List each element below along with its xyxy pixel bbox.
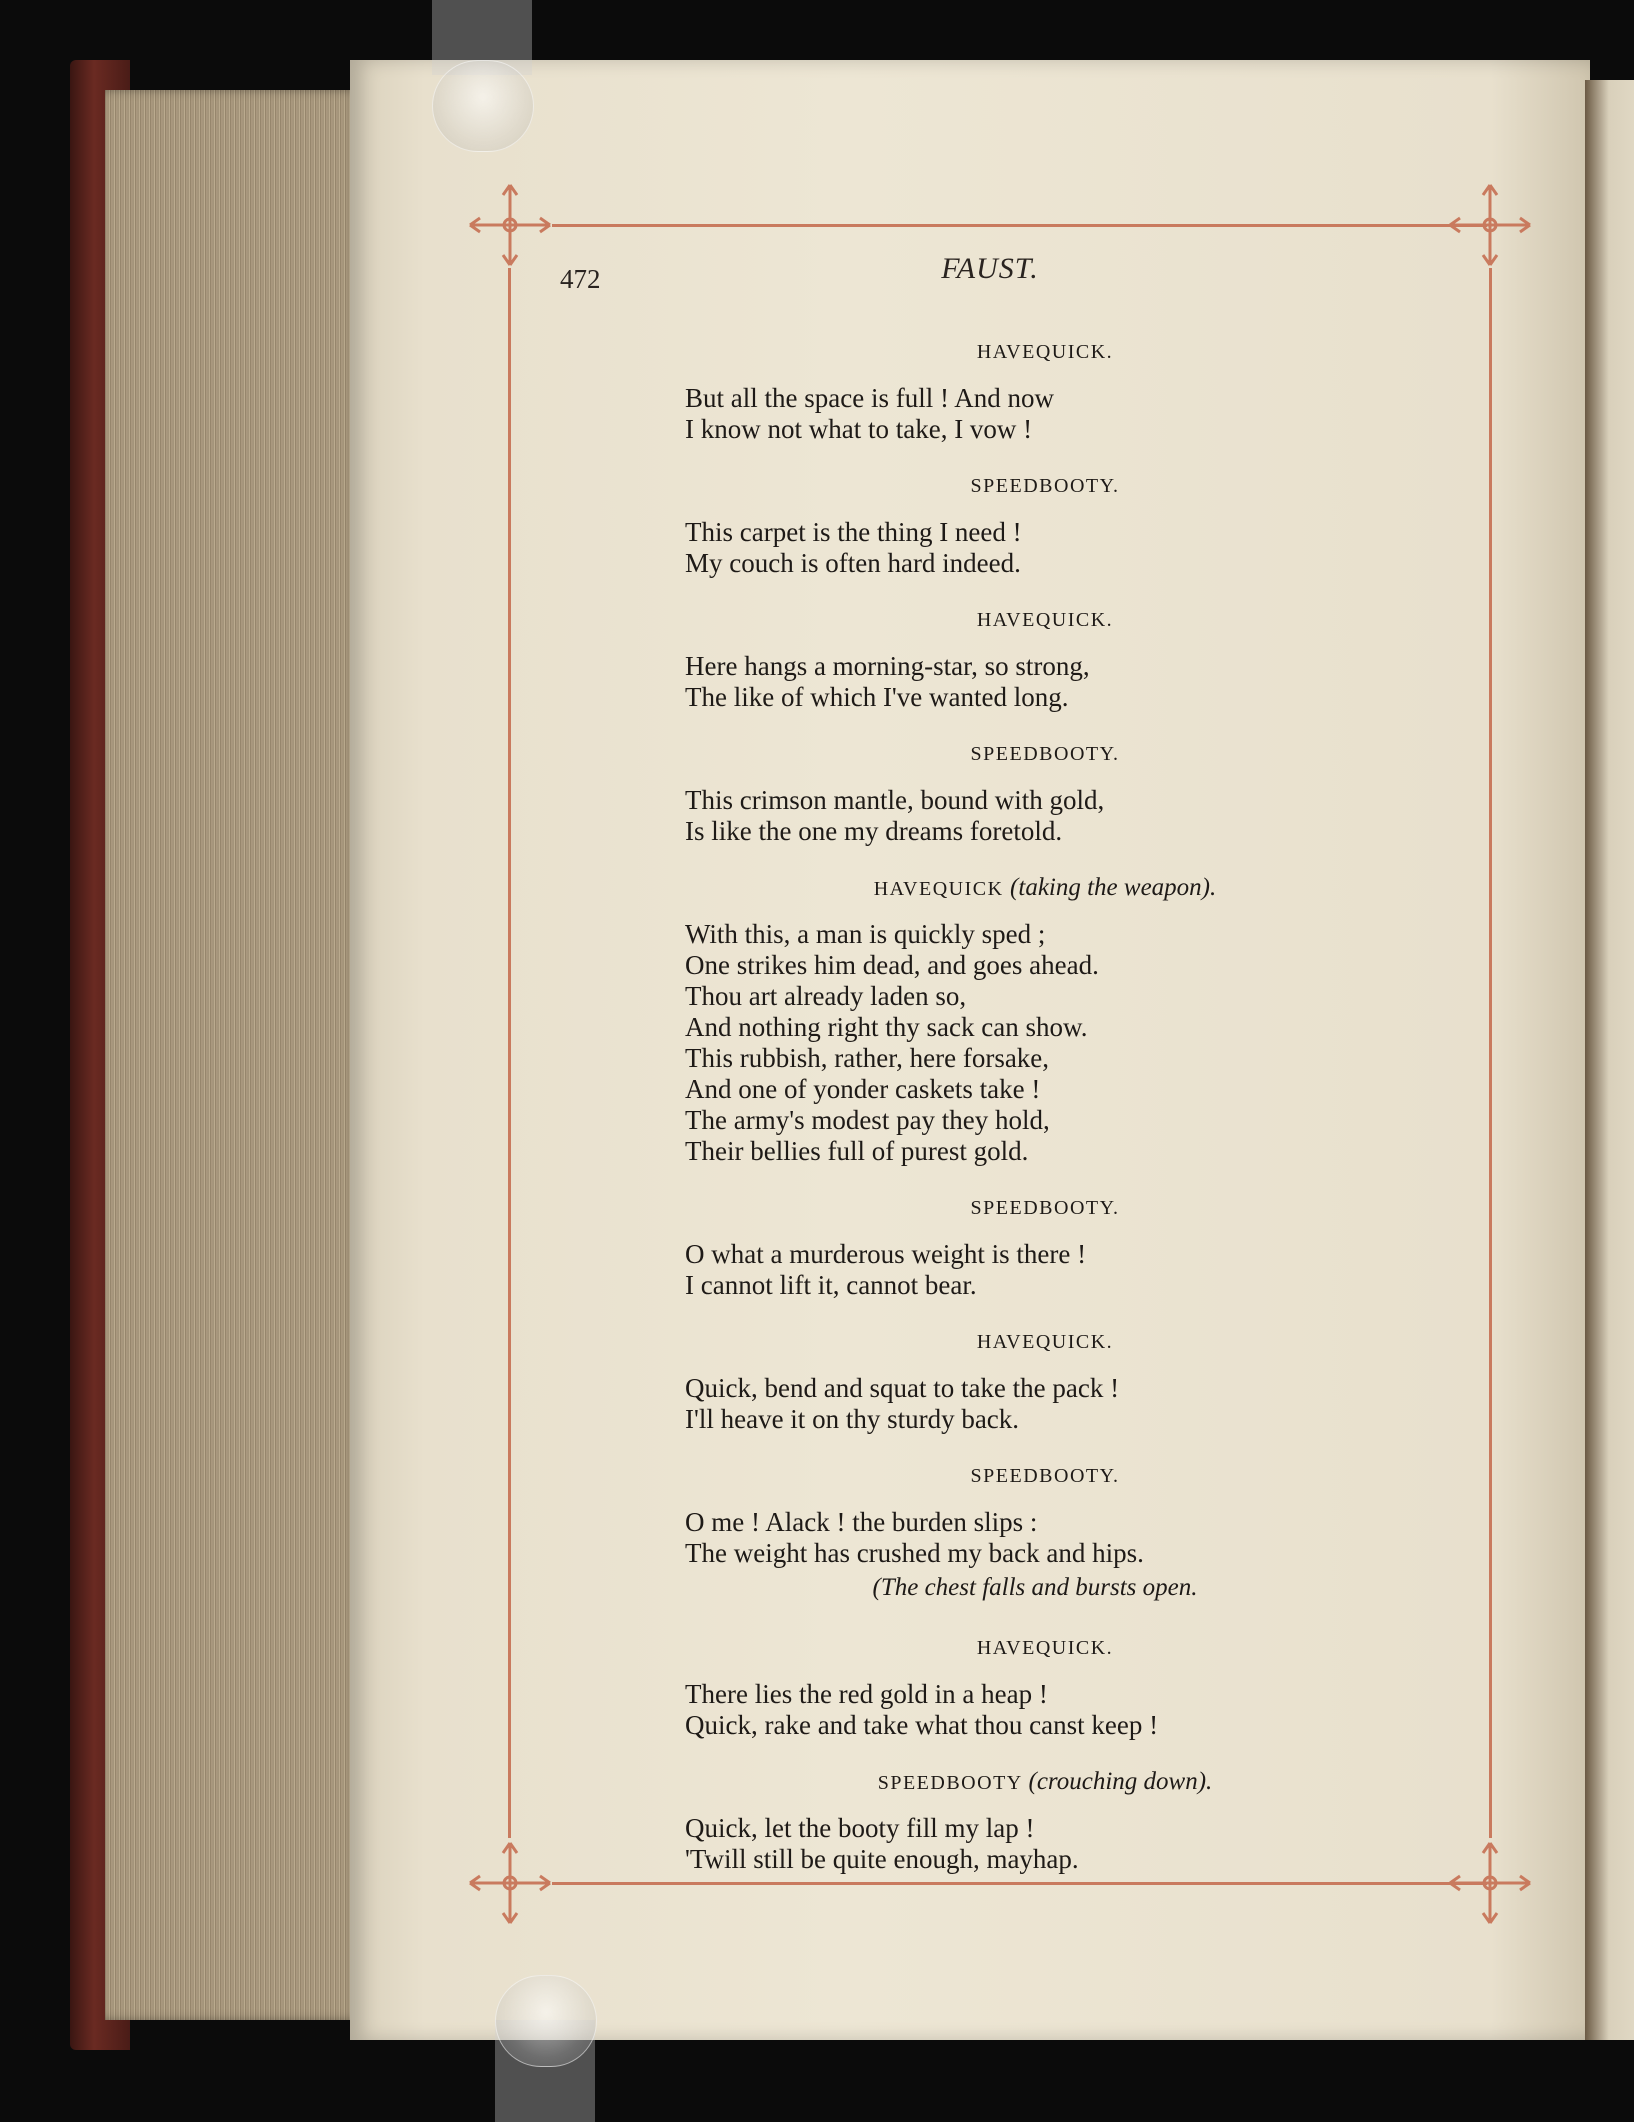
speaker-name: SPEEDBOOTY. — [970, 1197, 1120, 1219]
speaker-heading — [685, 603, 1345, 637]
speaker-name: HAVEQUICK. — [976, 1331, 1114, 1353]
stage-direction: (taking the weapon). — [1010, 874, 1217, 901]
heading-gap — [685, 1799, 1345, 1813]
page-edges — [105, 90, 360, 2020]
verse-line: 'Twill still be quite enough, mayhap. — [685, 1844, 1079, 1874]
verse-line: There lies the red gold in a heap ! — [685, 1679, 1048, 1709]
page-number: 472 — [560, 264, 601, 294]
verse-line: Quick, bend and squat to take the pack ! — [685, 1373, 1120, 1403]
speaker-name: SPEEDBOOTY. — [970, 1465, 1120, 1487]
heading-gap — [685, 771, 1345, 785]
corner-ornament-icon — [1445, 180, 1535, 270]
verse-line: But all the space is full ! And now — [685, 383, 1054, 413]
verse-line: I cannot lift it, cannot bear. — [685, 1270, 977, 1300]
speaker-name: HAVEQUICK. — [976, 1637, 1114, 1659]
stage-direction-line: (The chest falls and bursts open. — [872, 1574, 1198, 1601]
verse-line: Thou art already laden so, — [685, 981, 967, 1011]
speaker-heading — [685, 871, 1345, 905]
block-gap — [685, 1301, 1345, 1325]
heading-gap — [685, 369, 1345, 383]
speaker-name: SPEEDBOOTY — [877, 1772, 1022, 1794]
frame-top-rule — [552, 224, 1487, 227]
heading-gap — [685, 503, 1345, 517]
speaker-heading — [685, 737, 1345, 771]
verse-line: This rubbish, rather, here forsake, — [685, 1043, 1050, 1073]
block-gap — [685, 713, 1345, 737]
verse-line: Quick, rake and take what thou canst keep ! — [685, 1710, 1159, 1740]
heading-gap — [685, 905, 1345, 919]
speaker-name: HAVEQUICK. — [976, 609, 1114, 631]
corner-ornament-icon — [1445, 1838, 1535, 1928]
frame-bottom-rule — [552, 1882, 1487, 1885]
speaker-name: HAVEQUICK. — [976, 341, 1114, 363]
verse-line: The like of which I've wanted long. — [685, 682, 1069, 712]
verse-line: And nothing right thy sack can show. — [685, 1012, 1088, 1042]
frame-right-rule — [1489, 268, 1492, 1838]
verse-line: One strikes him dead, and goes ahead. — [685, 950, 1099, 980]
verse-line: The army's modest pay they hold, — [685, 1105, 1050, 1135]
verse-line: My couch is often hard indeed. — [685, 548, 1021, 578]
speaker-heading — [685, 1325, 1345, 1359]
heading-gap — [685, 1359, 1345, 1373]
verse-line: This carpet is the thing I need ! — [685, 517, 1022, 547]
block-gap — [685, 1167, 1345, 1191]
corner-ornament-icon — [465, 180, 555, 270]
stage-direction: (crouching down). — [1028, 1768, 1213, 1795]
block-gap — [685, 1741, 1345, 1765]
speaker-heading — [685, 1459, 1345, 1493]
heading-gap — [685, 1225, 1345, 1239]
verse-line: I'll heave it on thy sturdy back. — [685, 1404, 1020, 1434]
speaker-heading — [685, 1765, 1345, 1799]
verse-line: I know not what to take, I vow ! — [685, 414, 1033, 444]
running-title: FAUST. — [941, 252, 1039, 285]
block-gap — [685, 847, 1345, 871]
verse-line: The weight has crushed my back and hips. — [685, 1538, 1144, 1568]
page-clip-bottom — [495, 1975, 597, 2067]
verse-line: And one of yonder caskets take ! — [685, 1074, 1041, 1104]
verse-line: Their bellies full of purest gold. — [685, 1136, 1029, 1166]
verse-line: O what a murderous weight is there ! — [685, 1239, 1087, 1269]
page-clip-top — [432, 60, 534, 152]
speaker-name: SPEEDBOOTY. — [970, 743, 1120, 765]
verse-line: O me ! Alack ! the burden slips : — [685, 1507, 1038, 1537]
verse-line: Quick, let the booty fill my lap ! — [685, 1813, 1035, 1843]
verse-line: This crimson mantle, bound with gold, — [685, 785, 1105, 815]
speaker-heading — [685, 335, 1345, 369]
frame-left-rule — [508, 268, 511, 1838]
speaker-name: SPEEDBOOTY. — [970, 475, 1120, 497]
verse-column — [685, 335, 1345, 1875]
speaker-heading — [685, 1631, 1345, 1665]
speaker-heading — [685, 1191, 1345, 1225]
verse-line: With this, a man is quickly sped ; — [685, 919, 1046, 949]
verse-line: Here hangs a morning-star, so strong, — [685, 651, 1090, 681]
heading-gap — [685, 637, 1345, 651]
corner-ornament-icon — [465, 1838, 555, 1928]
block-gap — [685, 579, 1345, 603]
speaker-heading — [685, 469, 1345, 503]
block-gap — [685, 1607, 1345, 1631]
verse-line: Is like the one my dreams foretold. — [685, 816, 1063, 846]
block-gap — [685, 445, 1345, 469]
heading-gap — [685, 1493, 1345, 1507]
heading-gap — [685, 1665, 1345, 1679]
speaker-name: HAVEQUICK — [873, 878, 1004, 900]
facing-page-edge — [1585, 80, 1634, 2040]
block-gap — [685, 1435, 1345, 1459]
